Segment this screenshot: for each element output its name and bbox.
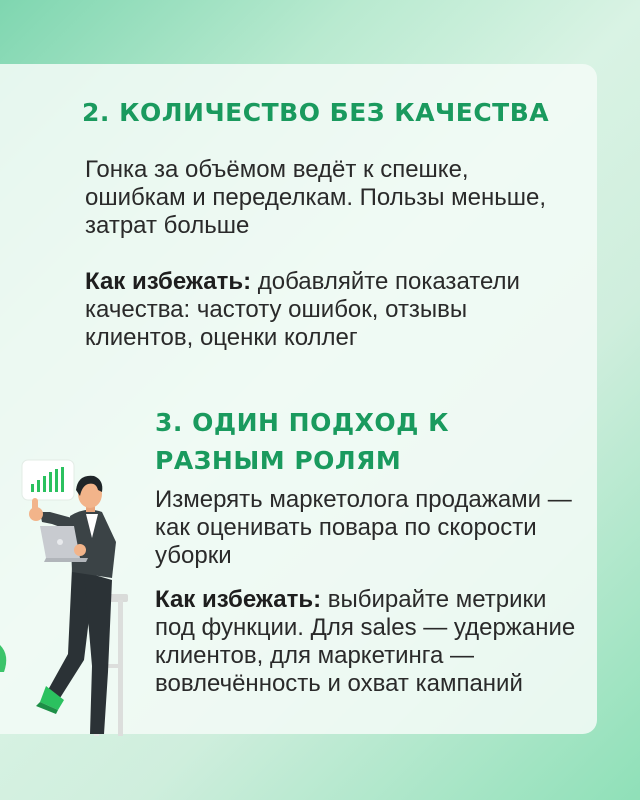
section-3-avoid-text: выбирайте метрики под функции. Для sales — удержание клиентов, для маркетинга — вовлечённость и охват кампаний [155,586,576,697]
section-2-avoid-text: добавляйте показатели качества: частоту ошибок, отзывы клиентов, оценки коллег [85,268,520,351]
person-icon [29,476,116,734]
section-2-title: 2. КОЛИЧЕСТВО БЕЗ КАЧЕСТВА [82,98,550,127]
person-with-laptop-illustration [0,450,150,740]
section-2-body: Гонка за объёмом ведёт к спешке, ошибкам и переделкам. Пользы меньше, затрат больше [85,156,547,239]
section-3-title: 3. ОДИН ПОДХОД К РАЗНЫМ РОЛЯМ [155,408,450,475]
section-3-body: Измерять маркетолога продажами — как оценивать повара по скорости уборки [155,486,572,569]
growth-chart-icon [22,460,74,500]
section-3-avoid [155,586,585,698]
section-2-avoid [85,268,575,352]
section-3-avoid-label: Как избежать: [155,586,322,613]
section-2-avoid-label: Как избежать: [85,268,252,295]
